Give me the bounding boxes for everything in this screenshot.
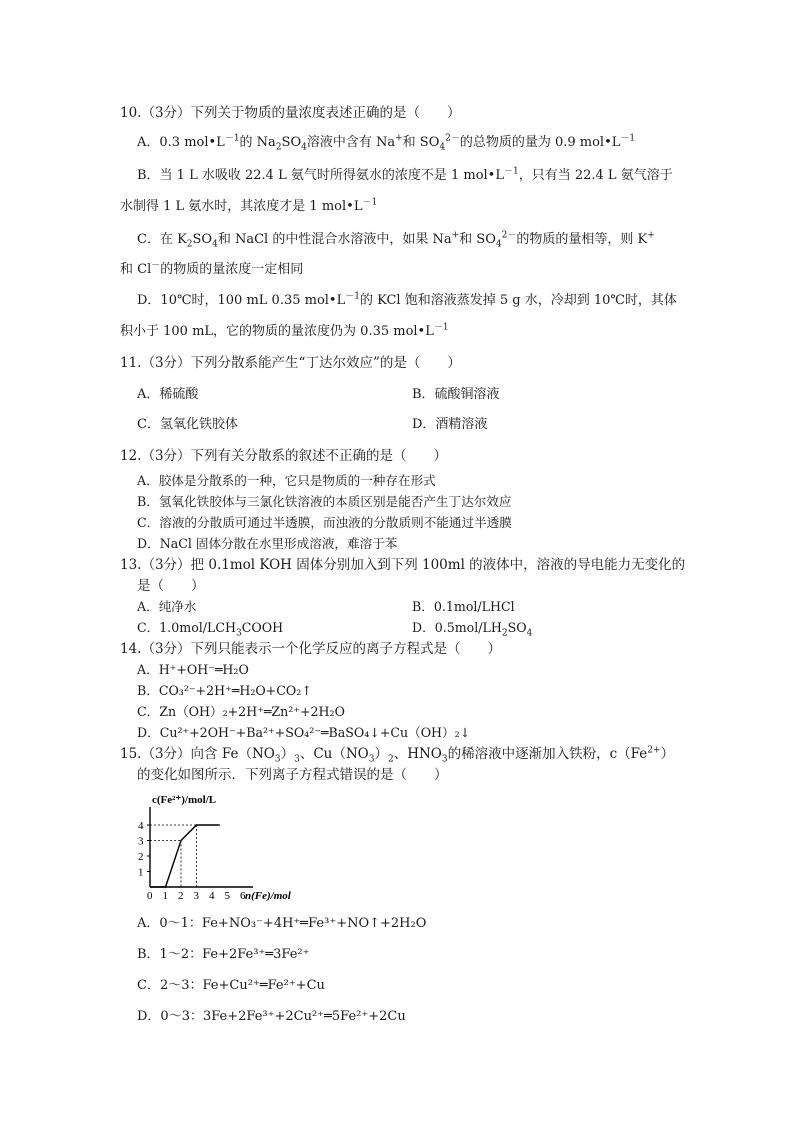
q12-option-a: A．胶体是分散系的一种，它只是物质的一种存在形式 xyxy=(137,473,436,488)
series-line-fe2 xyxy=(150,825,220,887)
q13-stem-cont: 是（ ） xyxy=(137,578,205,594)
q14-stem: 14.（3分）下列只能表示一个化学反应的离子方程式是（ ） xyxy=(120,641,502,657)
y-tick-label: 4 xyxy=(138,820,144,832)
q12-stem: 12.（3分）下列有关分散系的叙述不正确的是（ ） xyxy=(120,448,448,464)
chart-xlabel: n(Fe)/mol xyxy=(245,890,291,902)
x-tick-label: 2 xyxy=(178,890,184,902)
q12-option-c: C．溶液的分散质可通过半透膜，而浊液的分散质则不能通过半透膜 xyxy=(137,515,512,530)
q14-option-b: B．CO₃²⁻+2H⁺═H₂O+CO₂↑ xyxy=(137,683,312,698)
q13-option-a: A．纯净水 xyxy=(137,599,197,614)
q10-option-b-line2: 水制得 1 L 氨水时，其浓度才是 1 $mol•L^{-1}$ xyxy=(120,197,378,214)
q12-option-d: D．NaCl 固体分散在水里形成溶液，难溶于苯 xyxy=(137,536,398,551)
q14-option-d: D．Cu²⁺+2OH⁻+Ba²⁺+SO₄²⁻═BaSO₄↓+Cu（OH）₂↓ xyxy=(137,725,471,740)
q15-option-d: D．0～3：3Fe+2Fe³⁺+2Cu²⁺═5Fe²⁺+2Cu xyxy=(137,1009,406,1024)
q10-option-d-line1: D．10℃时，100 mL 0.35 $mol•L^{-1}$的 KCl 饱和溶液蒸发掉 5 g 水，冷却到 10℃时，其体 xyxy=(137,291,677,308)
q15-option-c: C．2～3：Fe+Cu²⁺═Fe²⁺+Cu xyxy=(137,978,325,993)
q11-option-a: A．稀硫酸 xyxy=(137,387,199,402)
q15-option-b: B．1～2：Fe+2Fe³⁺═3Fe²⁺ xyxy=(137,947,310,962)
q13-option-b: B．0.1mol/LHCl xyxy=(412,599,515,614)
q12-option-b: B．氢氧化铁胶体与三氯化铁溶液的本质区别是能否产生丁达尔效应 xyxy=(137,494,512,509)
q10-option-c-line2: 和 Cl－的物质的量浓度一定相同 xyxy=(120,260,304,277)
q13-stem: 13.（3分）把 0.1mol KOH 固体分别加入到下列 100ml 的液体中，溶液的导电能力无变化的 xyxy=(120,557,686,573)
q13-option-d: D．$0.5mol/LH_2SO_4$ xyxy=(412,620,533,639)
x-tick-label: 3 xyxy=(193,890,199,902)
x-tick-label: 5 xyxy=(224,890,230,902)
q10-option-d-line2: 积小于 100 mL，它的物质的量浓度仍为 0.35 $mol•L^{-1}$ xyxy=(120,322,449,339)
y-tick-label: 1 xyxy=(138,866,144,879)
q10-option-c-line1: C．在 $K_2SO_4$和 NaCl 的中性混合水溶液中，如果 Na+和 $SO_4^{2-}$的物质的量相等，则 K+ xyxy=(137,230,655,250)
x-tick-label: 1 xyxy=(162,890,168,902)
x-tick-label: 0 xyxy=(147,890,153,902)
q11-option-b: B．硫酸铜溶液 xyxy=(412,387,500,402)
chart-ylabel: c(Fe²⁺)/mol/L xyxy=(152,794,217,806)
y-tick-label: 3 xyxy=(138,835,144,848)
y-tick-label: 2 xyxy=(138,851,144,863)
q15-option-a: A．0～1：Fe+NO₃⁻+4H⁺═Fe³⁺+NO↑+2H₂O xyxy=(137,916,427,931)
q11-option-d: D．酒精溶液 xyxy=(412,417,488,432)
q10-stem: 10.（3分）下列关于物质的量浓度表述正确的是（ ） xyxy=(120,105,461,121)
q14-option-c: C．Zn（OH）₂+2H⁺═Zn²⁺+2H₂O xyxy=(137,704,345,719)
x-tick-label: 4 xyxy=(209,890,215,902)
q15-stem-cont: 的变化如图所示．下列离子方程式错误的是（ ） xyxy=(137,767,448,783)
q14-option-a: A．H⁺+OH⁻═H₂O xyxy=(137,662,249,677)
q10-option-b-line1: B．当 1 L 水吸收 22.4 L 氨气时所得氨水的浓度不是 1 $mol•L^{-1}$，只有当 22.4 L 氨气溶于 xyxy=(137,166,673,183)
q11-stem: 11.（3分）下列分散系能产生“丁达尔效应”的是（ ） xyxy=(120,355,461,371)
q11-option-c: C．氢氧化铁胶体 xyxy=(137,417,238,432)
q13-option-c: C．$1.0mol/LCH_3COOH$ xyxy=(137,620,284,639)
fe2-concentration-chart xyxy=(125,785,325,905)
q10-option-a: A．0.3 $mol•L^{-1}$的 $Na_2SO_4$溶液中含有 Na+和 $SO_4^{2-}$的总物质的量为 0.9 $mol•L^{-1}$ xyxy=(137,133,636,153)
q15-stem: 15.（3分）向含 $Fe(NO_3)_3$、$Cu(NO_3)_2$、$HNO_3$的稀溶液中逐渐加入铁粉，$c(Fe^{2+})$ xyxy=(120,745,675,765)
x-tick-label: 6 xyxy=(240,890,246,902)
